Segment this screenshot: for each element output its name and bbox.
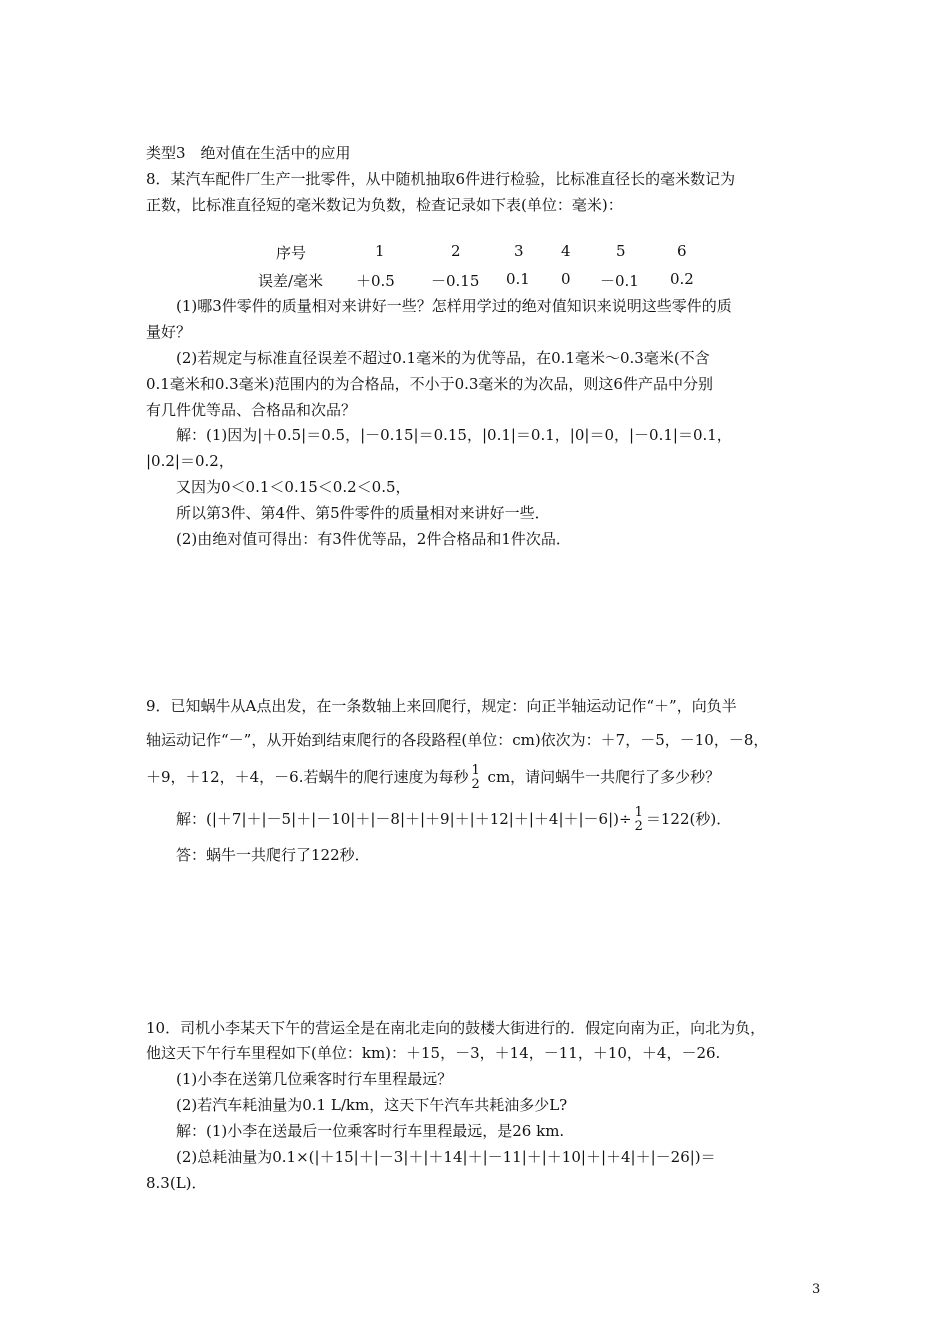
table-value: 0.2 xyxy=(670,270,694,288)
problem-10-q2: (2)若汽车耗油量为0.1 L/km，这天下午汽车共耗油多少L? xyxy=(176,1096,568,1114)
fraction-numerator: 1 xyxy=(634,805,643,820)
table-index: 3 xyxy=(514,242,524,260)
table-value: 0.1 xyxy=(506,270,530,288)
problem-9-answer: 答：蜗牛一共爬行了122秒． xyxy=(176,846,370,864)
section-heading: 类型3 绝对值在生活中的应用 xyxy=(146,144,351,162)
problem-8-line-1: 8．某汽车配件厂生产一批零件，从中随机抽取6件进行检验，比标准直径长的毫米数记为 xyxy=(146,170,736,188)
table-value: ＋0.5 xyxy=(356,272,395,290)
problem-8-solution-line-2: |0.2|＝0.2， xyxy=(146,452,234,470)
page-number: 3 xyxy=(812,1282,821,1297)
problem-8-q2-line-2: 0.1毫米和0.3毫米)范围内的为合格品，不小于0.3毫米的为次品，则这6件产品中分别 xyxy=(146,375,713,393)
problem-10-solution-line-2: (2)总耗油量为0.1×(|＋15|＋|－3|＋|＋14|＋|－11|＋|＋10|＋|＋4|＋|－26|)＝ xyxy=(176,1148,716,1166)
problem-8-q1-line-2: 量好？ xyxy=(146,323,192,341)
problem-10-solution-line-3: 8.3(L)． xyxy=(146,1174,207,1192)
problem-8-line-2: 正数，比标准直径短的毫米数记为负数，检查记录如下表(单位：毫米)： xyxy=(146,196,623,214)
problem-9-solution-end: ＝122(秒)． xyxy=(645,810,732,828)
table-index: 4 xyxy=(561,242,571,260)
problem-9-line-3-start: ＋9，＋12，＋4，－6.若蜗牛的爬行速度为每秒 xyxy=(146,768,469,786)
fraction-denominator: 2 xyxy=(634,819,643,834)
problem-9-line-3 xyxy=(146,764,720,792)
problem-8-q2-line-3: 有几件优等品、合格品和次品？ xyxy=(146,401,357,419)
table-index: 5 xyxy=(616,242,626,260)
fraction-numerator: 1 xyxy=(471,763,480,778)
table-header-label: 序号 xyxy=(276,244,307,262)
table-index: 1 xyxy=(375,242,385,260)
table-value-label: 误差/毫米 xyxy=(258,272,324,290)
problem-8-solution-line-5: (2)由绝对值可得出：有3件优等品，2件合格品和1件次品． xyxy=(176,530,571,548)
problem-8-solution-line-3: 又因为0＜0.1＜0.15＜0.2＜0.5， xyxy=(176,478,411,496)
table-index: 2 xyxy=(451,242,461,260)
problem-9-solution xyxy=(176,806,731,834)
problem-8-solution-line-4: 所以第3件、第4件、第5件零件的质量相对来讲好一些． xyxy=(176,504,550,522)
problem-9-line-2: 轴运动记作“－”，从开始到结束爬行的各段路程(单位：cm)依次为：＋7，－5，－10，－8， xyxy=(146,731,769,749)
problem-10-q1: (1)小李在送第几位乘客时行车里程最远？ xyxy=(176,1070,453,1088)
problem-10-solution-line-1: 解：(1)小李在送最后一位乘客时行车里程最远，是26 km. xyxy=(176,1122,565,1140)
table-value: －0.1 xyxy=(600,272,639,290)
problem-8-q1-line-1: (1)哪3件零件的质量相对来讲好一些？怎样用学过的绝对值知识来说明这些零件的质 xyxy=(176,297,732,315)
fraction-one-half xyxy=(635,806,643,834)
problem-10-line-1: 10．司机小李某天下午的营运全是在南北走向的鼓楼大街进行的．假定向南为正，向北为负， xyxy=(146,1019,766,1037)
table-index: 6 xyxy=(677,242,687,260)
table-value: 0 xyxy=(561,270,571,288)
problem-9-line-3-end: cm，请问蜗牛一共爬行了多少秒？ xyxy=(482,768,721,786)
fraction-one-half xyxy=(472,764,480,792)
problem-9-solution-start: 解：(|＋7|＋|－5|＋|－10|＋|－8|＋|＋9|＋|＋12|＋|＋4|＋|－6|)÷ xyxy=(176,810,632,828)
problem-10-line-2: 他这天下午行车里程如下(单位：km)：＋15，－3，＋14，－11，＋10，＋4，－26. xyxy=(146,1044,721,1062)
fraction-denominator: 2 xyxy=(471,777,480,792)
table-value: －0.15 xyxy=(431,272,480,290)
problem-8-solution-line-1: 解：(1)因为|＋0.5|＝0.5，|－0.15|＝0.15，|0.1|＝0.1，|0|＝0，|－0.1|＝0.1， xyxy=(176,426,732,444)
problem-8-q2-line-1: (2)若规定与标准直径误差不超过0.1毫米的为优等品，在0.1毫米～0.3毫米(不含 xyxy=(176,349,710,367)
problem-9-line-1: 9．已知蜗牛从A点出发，在一条数轴上来回爬行，规定：向正半轴运动记作“＋”，向负半 xyxy=(146,697,737,715)
